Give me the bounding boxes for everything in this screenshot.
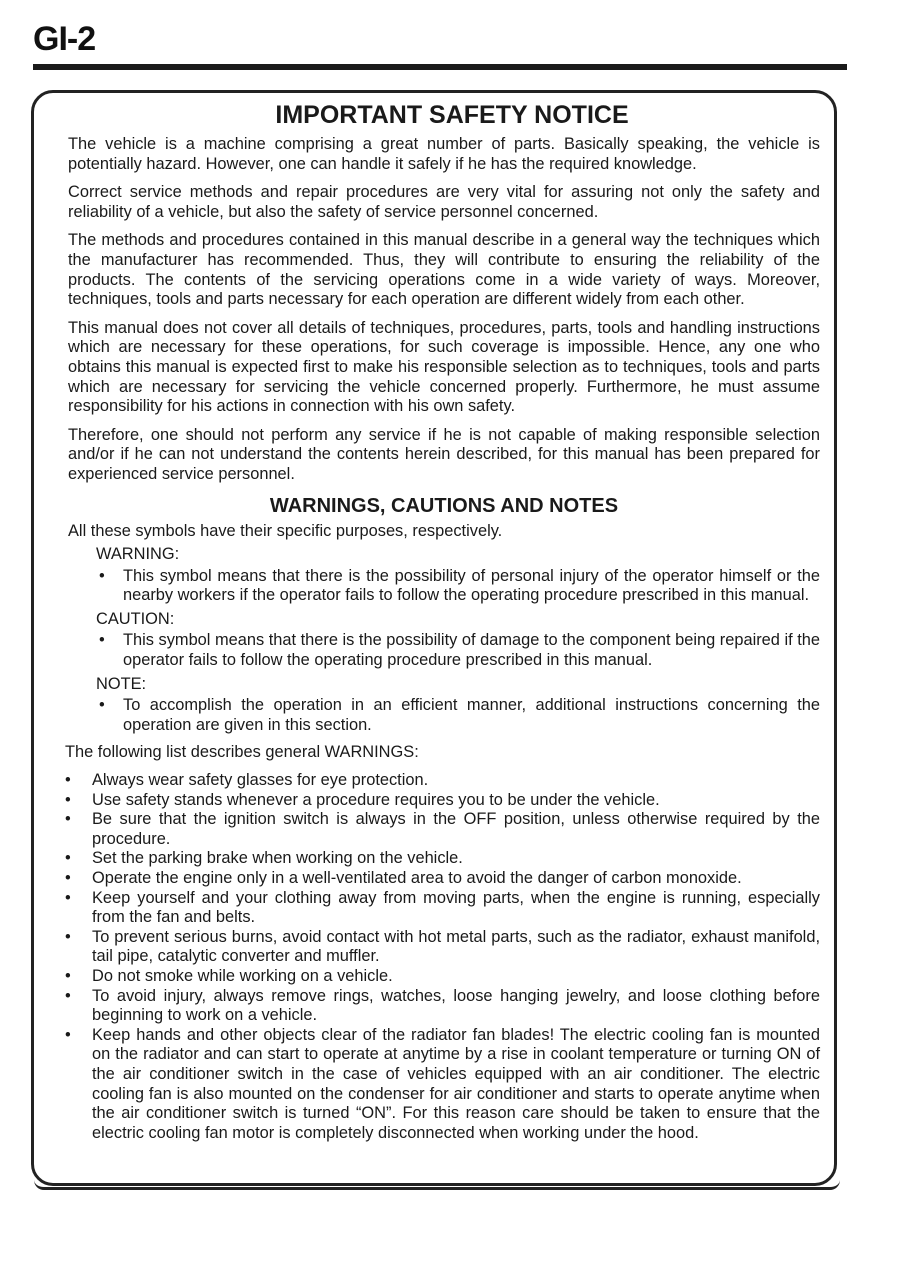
list-item: • Keep hands and other objects clear of the radiator fan blades! The electric cooling fan is mounted on the radiator and can start to operate at anytime by a rise in coolant temperature or turning ON of the air conditioner switch in the case of vehicles equipped with an air conditioner. The electric cooling fan is also mounted on the condenser for air conditioner and starts to operate anytime when the air conditioner switch is turned “ON”. For this reason care should be taken to ensure that the electric cooling fan motor is completely disconnected when working under the hood.	[65, 1025, 820, 1142]
bullet-icon: •	[99, 696, 105, 715]
bullet-icon: •	[65, 849, 71, 868]
bullet-icon: •	[99, 566, 105, 585]
notice-paragraph: The methods and procedures contained in this manual describe in a general way the techniques which the manufacturer has recommended. Thus, they will contribute to ensuring the reliability of the products. The contents of the servicing operations come in a wide variety of ways. Moreover, techniques, tools and parts necessary for each operation are different widely from each other.	[68, 231, 820, 309]
notice-title: IMPORTANT SAFETY NOTICE	[275, 101, 629, 129]
caution-description	[96, 631, 820, 670]
list-item: • Use safety stands whenever a procedure requires you to be under the vehicle.	[65, 790, 660, 809]
notice-paragraph: The vehicle is a machine comprising a great number of parts. Basically speaking, the vehicle is potentially hazard. However, one can handle it safely if he has the required knowledge.	[68, 135, 820, 173]
list-item: • Operate the engine only in a well-ventilated area to avoid the danger of carbon monoxide.	[65, 869, 742, 887]
bullet-icon: •	[65, 966, 71, 985]
list-item: • Be sure that the ignition switch is always in the OFF position, unless otherwise required by the procedure.	[65, 810, 820, 848]
note-description	[96, 696, 820, 735]
notice-paragraph: Correct service methods and repair procedures are very vital for assuring not only the safety and reliability of a vehicle, but also the safety of service personnel concerned.	[68, 183, 820, 221]
general-warnings-intro: The following list describes general WARNINGS:	[65, 743, 419, 762]
general-warnings-list	[65, 771, 820, 1143]
list-item: • Keep yourself and your clothing away from moving parts, when the engine is running, especially from the fan and belts.	[65, 888, 820, 927]
frame-shadow	[34, 1180, 840, 1190]
warning-label: WARNING:	[96, 545, 180, 564]
list-item: • To prevent serious burns, avoid contact with hot metal parts, such as the radiator, exhaust manifold, tail pipe, catalytic converter and muffler.	[65, 927, 820, 966]
bullet-icon: •	[65, 869, 71, 887]
bullet-icon: •	[65, 771, 71, 790]
warning-description	[96, 567, 820, 606]
notice-paragraph: Therefore, one should not perform any service if he is not capable of making responsible selection and/or if he can not understand the contents herein described, for this manual has been prepared for experienced service personnel.	[68, 425, 820, 483]
page-code: GI-2	[33, 20, 96, 58]
bullet-icon: •	[65, 1025, 71, 1044]
symbols-title: WARNINGS, CAUTIONS AND NOTES	[269, 494, 619, 517]
notice-content	[65, 100, 820, 1143]
list-item: • Set the parking brake when working on the vehicle.	[65, 849, 463, 868]
note-label: NOTE:	[96, 674, 147, 693]
note-text: To accomplish the operation in an efficient manner, additional instructions concerning the operation are given in this section.	[123, 696, 820, 734]
list-item: • Always wear safety glasses for eye protection.	[65, 771, 429, 790]
bullet-icon: •	[65, 986, 71, 1005]
caution-text: This symbol means that there is the possibility of damage to the component being repaired if the operator fails to follow the operating procedure prescribed in this manual.	[123, 631, 820, 670]
symbols-intro: All these symbols have their specific purposes, respectively.	[68, 521, 503, 540]
bullet-icon: •	[65, 927, 71, 946]
bullet-icon: •	[99, 631, 105, 650]
bullet-icon: •	[65, 810, 71, 829]
warning-text: This symbol means that there is the possibility of personal injury of the operator himself or the nearby workers if the operator fails to follow the operating procedure prescribed in this manual.	[123, 566, 820, 605]
bullet-icon: •	[65, 888, 71, 907]
notice-paragraph: This manual does not cover all details of techniques, procedures, parts, tools and handling instructions which are necessary for these operations, for such coverage is impossible. Hence, any one who obtains this manual is expected first to make his responsible selection as to techniques, tools and parts which are necessary for servicing the vehicle concerned properly. Furthermore, he must assume responsibility for his actions in connection with his own safety.	[68, 318, 820, 416]
caution-label: CAUTION:	[96, 609, 175, 628]
list-item: • Do not smoke while working on a vehicle.	[65, 966, 393, 985]
header-rule	[33, 64, 847, 70]
bullet-icon: •	[65, 790, 71, 809]
list-item: • To avoid injury, always remove rings, watches, loose hanging jewelry, and loose clothing before beginning to work on a vehicle.	[65, 986, 820, 1025]
